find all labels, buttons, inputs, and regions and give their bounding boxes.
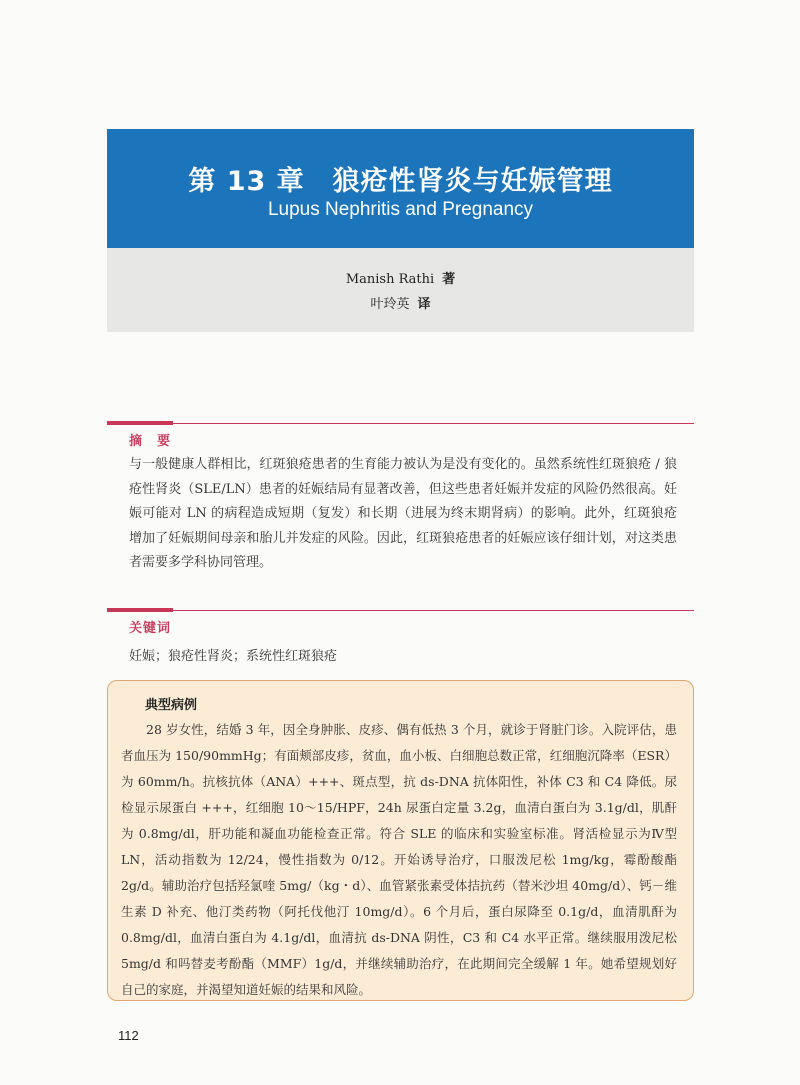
chapter-banner	[107, 129, 694, 248]
keywords-text: 妊娠；狼疮性肾炎；系统性红斑狼疮	[129, 649, 338, 664]
translator-role: 译	[417, 297, 431, 312]
translator-line	[107, 293, 694, 312]
keywords-divider	[107, 610, 694, 611]
translator-name: 叶玲英	[370, 297, 410, 312]
author-name: Manish Rathi	[345, 272, 435, 287]
abstract-heading: 摘 要	[129, 434, 172, 449]
chapter-subtitle: Lupus Nephritis and Pregnancy	[267, 199, 534, 220]
author-box	[107, 248, 694, 332]
author-line	[107, 268, 694, 287]
keywords-heading: 关键词	[129, 621, 172, 636]
keywords-divider-accent	[107, 608, 173, 612]
case-text: 28 岁女性，结婚 3 年，因全身肿胀、皮疹、偶有低热 3 个月，就诊于肾脏门诊。入院评估，患者血压为 150/90mmHg；有面颊部皮疹，贫血，血小板、白细胞总数正常，红细胞沉降率（ESR）为 60mm/h。抗核抗体（ANA）+++、斑点型，抗 ds-DNA 抗体阳性，补体 C3 和 C4 降低。尿检显示尿蛋白 +++，红细胞 10～15/HPF，24h 尿蛋白定量 3.2g，血清白蛋白为 3.1g/dl，肌酐为 0.8mg/dl，肝功能和凝血功能检查正常。符合 SLE 的临床和实验室标准。肾活检显示为Ⅳ型 LN，活动指数为 12/24，慢性指数为 0/12。开始诱导治疗，口服泼尼松 1mg/kg，霉酚酸酯 2g/d。辅助治疗包括羟氯喹 5mg/（kg・d）、血管紧张素受体拮抗药（替米沙坦 40mg/d）、钙－维生素 D 补充、他汀类药物（阿托伐他汀 10mg/d）。6 个月后，蛋白尿降至 0.1g/d，血清肌酐为 0.8mg/dl，血清白蛋白为 4.1g/dl，血清抗 ds-DNA 阴性，C3 和 C4 水平正常。继续服用泼尼松 5mg/d 和吗替麦考酚酯（MMF）1g/d，并继续辅助治疗，在此期间完全缓解 1 年。她希望规划好自己的家庭，并渴望知道妊娠的结果和风险。	[121, 722, 677, 997]
chapter-title: 第 13 章 狼疮性肾炎与妊娠管理	[188, 166, 613, 197]
page-number: 112	[118, 1028, 139, 1043]
abstract-divider	[107, 423, 694, 424]
case-title: 典型病例	[145, 698, 198, 713]
abstract-divider-accent	[107, 421, 173, 425]
author-role: 著	[442, 272, 456, 287]
abstract-text: 与一般健康人群相比，红斑狼疮患者的生育能力被认为是没有变化的。虽然系统性红斑狼疮 / 狼疮性肾炎（SLE/LN）患者的妊娠结局有显著改善，但这些患者妊娠并发症的风险仍然很高。妊娠可能对 LN 的病程造成短期（复发）和长期（进展为终末期肾病）的影响。此外，红斑狼疮增加了妊娠期间母亲和胎儿并发症的风险。因此，红斑狼疮患者的妊娠应该仔细计划，对这类患者需要多学科协同管理。	[129, 457, 677, 570]
